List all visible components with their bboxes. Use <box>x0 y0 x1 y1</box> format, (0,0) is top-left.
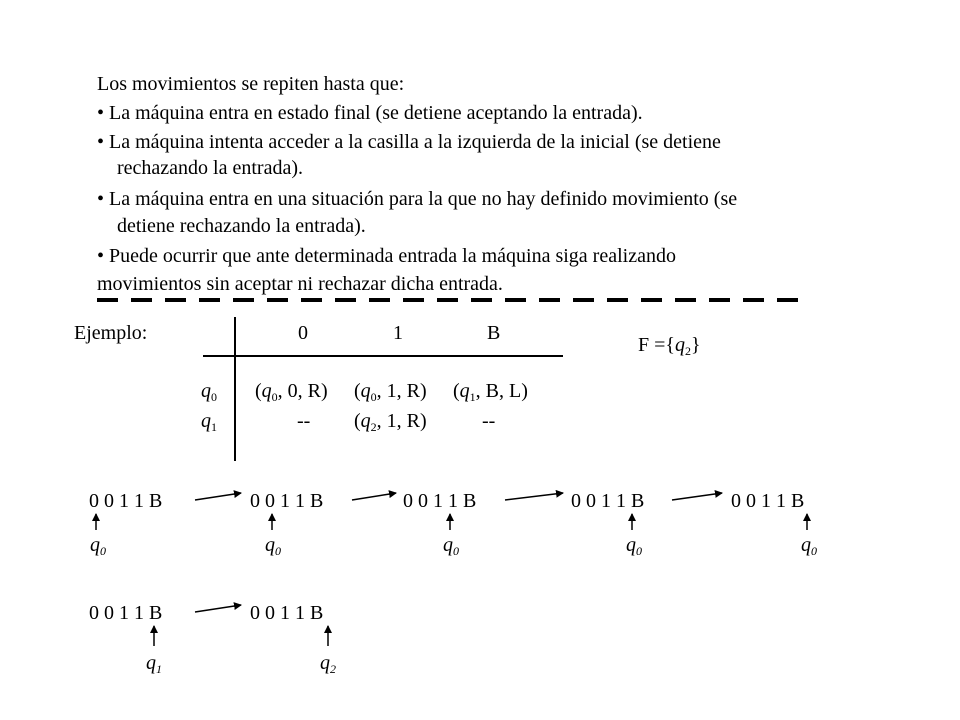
head-state-5: $q_0$ <box>801 534 817 558</box>
bullet-infinite-cont: movimientos sin aceptar ni rechazar dicha entrada. <box>97 273 503 295</box>
bullet-no-move: • La máquina entra en una situación para la que no hay definido movimiento (se <box>97 188 738 210</box>
column-header-B: B <box>487 322 501 344</box>
bullet-left-of-start: • La máquina intenta acceder a la casilla a la izquierda de la inicial (se detiene <box>97 131 721 153</box>
tape-config-4: 0 0 1 1 B <box>571 490 645 512</box>
head-state-2: $q_0$ <box>265 534 281 558</box>
cell-q1-B: -- <box>482 410 496 432</box>
intro-line: Los movimientos se repiten hasta que: <box>97 73 405 95</box>
tape-config-2: 0 0 1 1 B <box>250 490 324 512</box>
head-state-7: $q_2$ <box>320 652 336 676</box>
transition-arrow <box>672 493 722 500</box>
cell-q0-B: ($q_1$, B, L) <box>453 380 528 404</box>
column-header-0: 0 <box>298 322 308 344</box>
transition-arrow <box>195 605 241 612</box>
row-state-q0: $q_0$ <box>201 380 217 404</box>
head-state-4: $q_0$ <box>626 534 642 558</box>
final-states-set: $F =\{q_2\}$ <box>638 334 701 358</box>
row-state-q1: $q_1$ <box>201 410 217 434</box>
transition-arrow <box>195 493 241 500</box>
tape-config-3: 0 0 1 1 B <box>403 490 477 512</box>
transition-arrow <box>505 493 563 500</box>
tape-config-5: 0 0 1 1 B <box>731 490 805 512</box>
cell-q1-0: -- <box>297 410 311 432</box>
column-header-1: 1 <box>393 322 403 344</box>
head-state-1: $q_0$ <box>90 534 106 558</box>
tape-config-1: 0 0 1 1 B <box>89 490 163 512</box>
tape-config-6: 0 0 1 1 B <box>89 602 163 624</box>
bullet-left-of-start-cont: rechazando la entrada). <box>117 157 303 179</box>
bullet-final-state: • La máquina entra en estado final (se detiene aceptando la entrada). <box>97 102 643 124</box>
transition-arrow <box>352 493 396 500</box>
head-state-3: $q_0$ <box>443 534 459 558</box>
bullet-no-move-cont: detiene rechazando la entrada). <box>117 215 366 237</box>
example-label: Ejemplo: <box>74 322 148 344</box>
cell-q0-1: ($q_0$, 1, R) <box>354 380 427 404</box>
cell-q0-0: ($q_0$, 0, R) <box>255 380 328 404</box>
tape-config-7: 0 0 1 1 B <box>250 602 324 624</box>
cell-q1-1: ($q_2$, 1, R) <box>354 410 427 434</box>
bullet-infinite: • Puede ocurrir que ante determinada entrada la máquina siga realizando <box>97 245 676 267</box>
head-state-6: $q_1$ <box>146 652 162 676</box>
